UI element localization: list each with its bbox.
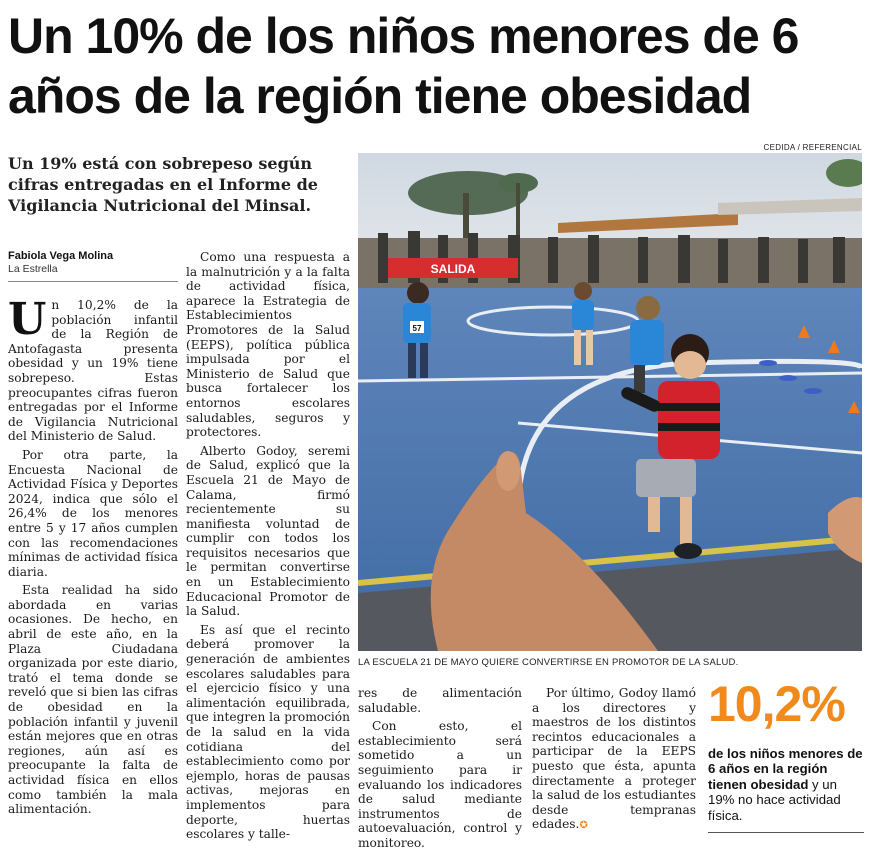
headline: Un 10% de los niños menores de 6 años de la región tiene obesidad	[8, 8, 799, 124]
fact-regular-text: 19% no hace actividad física.	[708, 792, 841, 823]
subheadline: Un 19% está con sobrepeso según cifras entregadas en el Informe de Vigilancia Nutricional del Minsal.	[8, 154, 318, 215]
photo-credit: CEDIDA / REFERENCIAL	[763, 143, 862, 152]
end-mark-icon: ✪	[579, 820, 588, 832]
fact-divider	[708, 832, 864, 833]
paragraph: Un 10,2% de la población infantil de la Región de Antofagasta presenta obesidad y un 19% tiene sobrepeso. Estas preocupantes cifras fueron entregadas por el Informe de Vigilancia Nutricional del Ministerio de Salud.	[8, 294, 178, 444]
drop-cap: U	[8, 294, 47, 345]
paragraph: Por otra parte, la Encuesta Nacional de Actividad Física y Deportes 2024, indica que sólo el 26,4% de los menores entre 5 y 17 años cumplen con las recomendaciones mínimas de actividad física diaria.	[8, 447, 178, 579]
author-name: Fabiola Vega Molina	[8, 250, 114, 262]
fact-bold-text: de los niños menores de 6 años en la región tienen obesidad	[708, 746, 863, 792]
photo-caption: LA ESCUELA 21 DE MAYO QUIERE CONVERTIRSE EN PROMOTOR DE LA SALUD.	[358, 657, 739, 668]
body-column-1	[8, 294, 178, 821]
paragraph: Alberto Godoy, seremi de Salud, explicó que la Escuela 21 de Mayo de Calama, firmó recientemente su manifiesta voluntad de cumplir con todos los requisitos necesarios que le permitan convertirse en un Establecimiento Educacional Promotor de la Salud.	[186, 443, 350, 619]
paragraph: Es así que el recinto deberá promover la generación de ambientes escolares saludables para el ejercicio físico y una alimentación equilibrada, que integren la promoción de la salud en la vida cotidiana del establecimiento como por ejemplo, horas de pausas activas, mejoras en implementos para deporte, huertas escolares y talle-	[186, 622, 350, 842]
paragraph: Con esto, el establecimiento será sometido a un seguimiento para ir evaluando los indicadores de salud mediante instrumentos de autoevaluación, control y monitoreo.	[358, 719, 522, 850]
paragraph: Esta realidad ha sido abordada en varias ocasiones. De hecho, en abril de este año, en la Plaza Ciudadana organizada por este diario, trató el tema donde se reveló que si bien las cifras de obesidad en la población infantil y juvenil están mejores que en otras regiones, aún así es preocupante la falta de actividad física en ellos como también la mala alimentación.	[8, 583, 178, 817]
body-column-2	[186, 250, 350, 846]
article-photo	[358, 153, 862, 651]
banner-text: SALIDA	[430, 262, 476, 276]
body-column-3	[358, 686, 522, 855]
fact-connector: y un	[808, 776, 837, 792]
publication-name: La Estrella	[8, 263, 58, 275]
byline-divider	[8, 281, 178, 282]
body-column-4	[532, 686, 696, 838]
bib-number: 57	[412, 324, 422, 333]
paragraph: res de alimentación saludable.	[358, 686, 522, 715]
paragraph: Como una respuesta a la malnutrición y a la falta de actividad física, aparece la Estrategia de Establecimientos Promotores de la Salud (EEPS), política pública impulsada por el Ministerio de Salud que busca fortalecer los entornos escolares saludables, seguros y protectores.	[186, 250, 350, 440]
paragraph: Por último, Godoy llamó a los directores y maestros de los distintos recintos educacionales a participar de la EEPS puesto que ésta, apunta directamente a proteger la salud de los estudiantes desde tempranas edades.✪	[532, 686, 696, 832]
fact-number: 10,2%	[708, 676, 845, 732]
fact-description	[708, 746, 864, 823]
